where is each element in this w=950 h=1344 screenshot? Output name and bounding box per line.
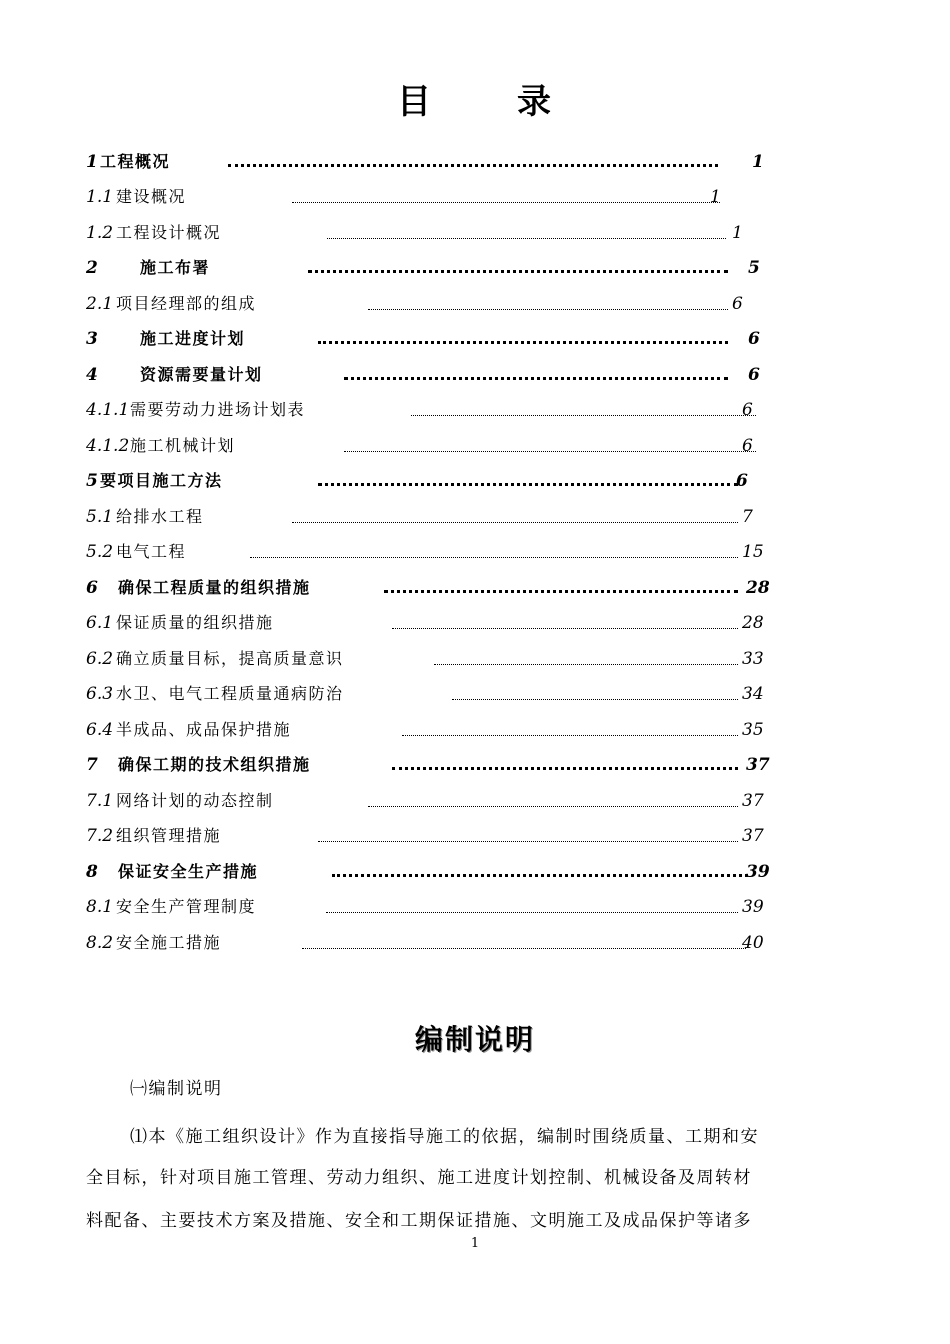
toc-leader-dots bbox=[228, 164, 718, 167]
paragraph-line: 料配备、主要技术方案及措施、安全和工期保证措施、文明施工及成品保护等诸多 bbox=[86, 1211, 752, 1231]
toc-entry-page: 37 bbox=[746, 755, 770, 775]
toc-entry-number: 2 bbox=[86, 258, 98, 278]
toc-entry-page: 34 bbox=[742, 684, 764, 704]
toc-entry-text: 要项目施工方法 bbox=[100, 471, 223, 490]
toc-entry-number: 4 bbox=[86, 365, 98, 385]
toc-leader-dots bbox=[392, 767, 738, 770]
toc-leader-dots bbox=[332, 874, 748, 877]
toc-entry-text: 安全生产管理制度 bbox=[116, 897, 257, 916]
toc-entry-text: 给排水工程 bbox=[116, 507, 204, 526]
paragraph-line: ⑴本《施工组织设计》作为直接指导施工的依据，编制时围绕质量、工期和安 bbox=[130, 1127, 759, 1147]
toc-entry[interactable] bbox=[86, 715, 806, 745]
toc-entry[interactable] bbox=[86, 324, 806, 354]
toc-leader-dots bbox=[292, 202, 720, 203]
toc-entry-text: 资源需要量计划 bbox=[140, 365, 263, 384]
toc-leader-dots bbox=[384, 590, 738, 593]
toc-entry[interactable] bbox=[86, 466, 806, 496]
toc-entry[interactable] bbox=[86, 502, 806, 532]
toc-entry-number: 7 bbox=[86, 755, 98, 775]
toc-entry-text: 建设概况 bbox=[116, 187, 187, 206]
toc-entry-number: 6.3 bbox=[86, 684, 114, 704]
toc-entry[interactable] bbox=[86, 573, 806, 603]
toc-entry[interactable] bbox=[86, 253, 806, 283]
toc-entry-number: 1.2 bbox=[86, 223, 114, 243]
toc-entry-text: 施工机械计划 bbox=[130, 436, 236, 455]
toc-leader-dots bbox=[326, 912, 738, 913]
toc-entry-text: 需要劳动力进场计划表 bbox=[130, 400, 306, 419]
toc-leader-dots bbox=[452, 699, 738, 700]
toc-leader-dots bbox=[318, 483, 738, 486]
toc-entry-page: 15 bbox=[742, 542, 764, 562]
toc-leader-dots bbox=[344, 377, 728, 380]
toc-entry[interactable] bbox=[86, 644, 806, 674]
toc-entry-page: 7 bbox=[742, 507, 753, 527]
toc-leader-dots bbox=[392, 628, 738, 629]
toc-entry[interactable] bbox=[86, 679, 806, 709]
toc-leader-dots bbox=[368, 806, 738, 807]
toc-entry-page: 6 bbox=[748, 329, 760, 349]
toc-entry-page: 33 bbox=[742, 649, 764, 669]
toc-entry-number: 8 bbox=[86, 862, 98, 882]
toc-entry-page: 39 bbox=[746, 862, 770, 882]
toc-entry-number: 4.1.2 bbox=[86, 436, 130, 456]
toc-title-right: 录 bbox=[517, 82, 553, 122]
toc-entry-page: 1 bbox=[732, 223, 743, 243]
toc-leader-dots bbox=[250, 557, 738, 558]
toc-entry-text: 确立质量目标，提高质量意识 bbox=[116, 649, 344, 668]
toc-entry[interactable] bbox=[86, 821, 806, 851]
section-title: 编制说明 bbox=[414, 1023, 535, 1056]
toc-entry-number: 7.1 bbox=[86, 791, 114, 811]
toc-entry-text: 水卫、电气工程质量通病防治 bbox=[116, 684, 344, 703]
toc-entry-page: 5 bbox=[748, 258, 760, 278]
toc-leader-dots bbox=[402, 735, 738, 736]
toc-leader-dots bbox=[302, 948, 746, 949]
toc-entry-number: 6.4 bbox=[86, 720, 114, 740]
toc-entry-text: 工程设计概况 bbox=[116, 223, 222, 242]
toc-entry-page: 37 bbox=[742, 826, 764, 846]
toc-entry-text: 半成品、成品保护措施 bbox=[116, 720, 292, 739]
toc-entry[interactable] bbox=[86, 537, 806, 567]
toc-entry-page: 6 bbox=[736, 471, 748, 491]
paragraph-line: 全目标，针对项目施工管理、劳动力组织、施工进度计划控制、机械设备及周转材 bbox=[86, 1168, 752, 1188]
toc-entry-number: 7.2 bbox=[86, 826, 114, 846]
toc-entry-page: 40 bbox=[742, 933, 764, 953]
toc-entry[interactable] bbox=[86, 608, 806, 638]
toc-entry[interactable] bbox=[86, 147, 806, 177]
toc-entry-page: 37 bbox=[742, 791, 764, 811]
toc-entry[interactable] bbox=[86, 750, 806, 780]
toc-entry-text: 电气工程 bbox=[116, 542, 187, 561]
toc-entry[interactable] bbox=[86, 182, 806, 212]
toc-entry[interactable] bbox=[86, 857, 806, 887]
toc-entry-number: 1.1 bbox=[86, 187, 114, 207]
toc-entry-text: 安全施工措施 bbox=[116, 933, 222, 952]
toc-entry-text: 保证安全生产措施 bbox=[118, 862, 259, 881]
toc-leader-dots bbox=[327, 238, 726, 239]
toc-entry-text: 施工布署 bbox=[140, 258, 211, 277]
toc-entry-page: 6 bbox=[748, 365, 760, 385]
toc-entry-page: 1 bbox=[752, 152, 764, 172]
toc-leader-dots bbox=[308, 270, 728, 273]
toc-leader-dots bbox=[292, 522, 738, 523]
toc-entry[interactable] bbox=[86, 431, 806, 461]
toc-entry-number: 6.1 bbox=[86, 613, 114, 633]
toc-entry-number: 5.1 bbox=[86, 507, 114, 527]
toc-entry-number: 5 bbox=[86, 471, 98, 491]
toc-leader-dots bbox=[344, 451, 756, 452]
section-subheading: ㈠编制说明 bbox=[130, 1079, 223, 1099]
toc-entry-text: 项目经理部的组成 bbox=[116, 294, 257, 313]
toc-entry-number: 2.1 bbox=[86, 294, 114, 314]
toc-leader-dots bbox=[318, 841, 738, 842]
toc-entry-number: 1 bbox=[86, 152, 98, 172]
toc-entry-page: 6 bbox=[742, 400, 753, 420]
toc-leader-dots bbox=[434, 664, 738, 665]
toc-entry[interactable] bbox=[86, 360, 806, 390]
toc-title bbox=[0, 74, 950, 123]
page-number: 1 bbox=[470, 1236, 480, 1251]
toc-leader-dots bbox=[368, 309, 728, 310]
toc-entry-page: 6 bbox=[732, 294, 743, 314]
toc-leader-dots bbox=[318, 341, 728, 344]
toc-entry-number: 6 bbox=[86, 578, 98, 598]
toc-entry[interactable] bbox=[86, 928, 806, 958]
toc-entry-number: 8.2 bbox=[86, 933, 114, 953]
toc-entry-text: 保证质量的组织措施 bbox=[116, 613, 274, 632]
toc-entry[interactable] bbox=[86, 289, 806, 319]
toc-entry-number: 5.2 bbox=[86, 542, 114, 562]
toc-entry-number: 3 bbox=[86, 329, 98, 349]
toc-entry[interactable] bbox=[86, 395, 806, 425]
toc-entry-page: 35 bbox=[742, 720, 764, 740]
toc-entry-text: 网络计划的动态控制 bbox=[116, 791, 274, 810]
toc-entry-number: 8.1 bbox=[86, 897, 114, 917]
toc-entry-number: 6.2 bbox=[86, 649, 114, 669]
toc-entry[interactable] bbox=[86, 786, 806, 816]
toc-entry-text: 工程概况 bbox=[100, 152, 171, 171]
toc-leader-dots bbox=[411, 415, 756, 416]
toc-entry-text: 组织管理措施 bbox=[116, 826, 222, 845]
toc-entry-text: 施工进度计划 bbox=[140, 329, 246, 348]
toc-entry-page: 28 bbox=[742, 613, 764, 633]
toc-entry-number: 4.1.1 bbox=[86, 400, 130, 420]
toc-entry-page: 6 bbox=[742, 436, 753, 456]
toc-entry-page: 39 bbox=[742, 897, 764, 917]
toc-entry-text: 确保工期的技术组织措施 bbox=[118, 755, 311, 774]
toc-entry[interactable] bbox=[86, 892, 806, 922]
toc-entry-page: 28 bbox=[746, 578, 770, 598]
toc-title-left: 目 bbox=[397, 82, 433, 122]
toc-entry-page: 1 bbox=[710, 187, 721, 207]
toc-entry[interactable] bbox=[86, 218, 806, 248]
toc-entry-text: 确保工程质量的组织措施 bbox=[118, 578, 311, 597]
